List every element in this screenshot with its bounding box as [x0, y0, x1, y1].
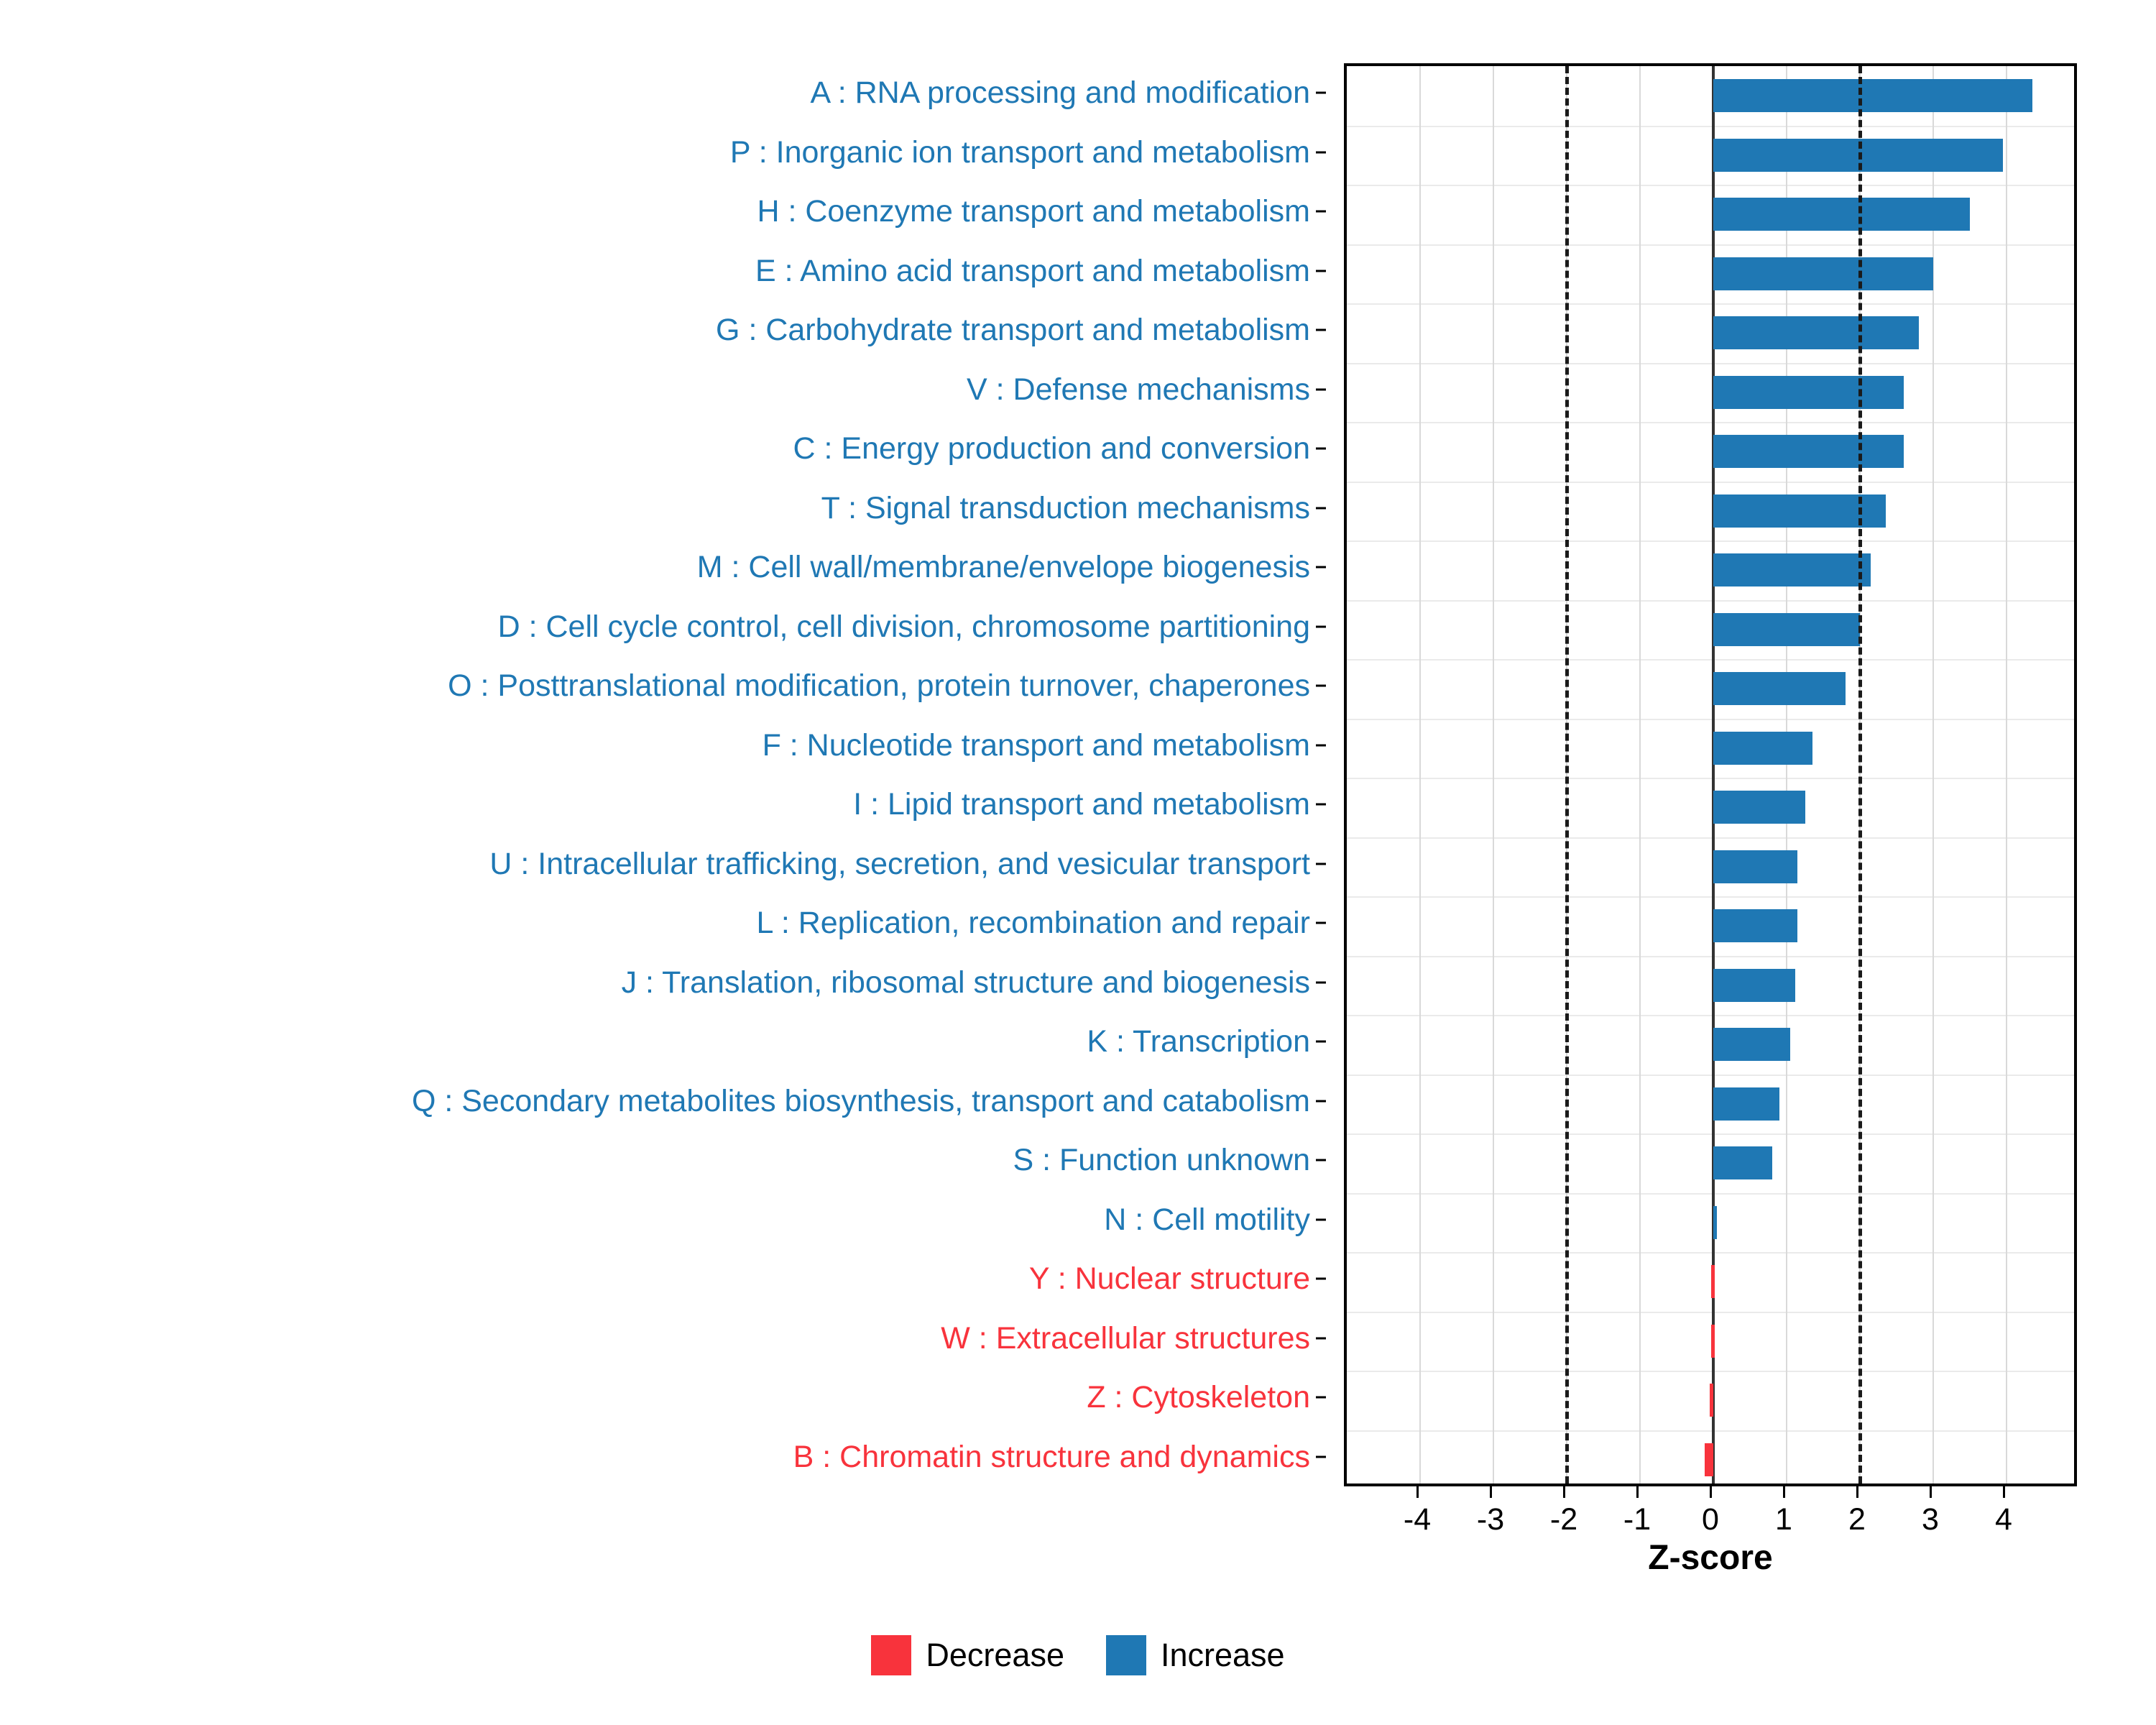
bar: [1713, 79, 2032, 112]
category-label: L : Replication, recombination and repair: [756, 906, 1310, 941]
plot-panel: [1344, 63, 2077, 1486]
y-axis-tick: [1316, 625, 1326, 627]
gridline-horizontal: [1347, 1133, 2074, 1135]
bar: [1713, 1087, 1779, 1121]
category-label: N : Cell motility: [1104, 1202, 1310, 1237]
x-axis-tick: [1416, 1486, 1419, 1498]
category-label: S : Function unknown: [1013, 1143, 1310, 1178]
y-axis-tick: [1316, 507, 1326, 509]
bar: [1713, 316, 1919, 349]
legend-swatch: [871, 1635, 911, 1675]
bar: [1713, 1206, 1717, 1239]
x-axis-tick-label: -2: [1549, 1502, 1578, 1537]
category-label: D : Cell cycle control, cell division, chromosome partitioning: [497, 609, 1310, 644]
bar: [1713, 198, 1970, 231]
gridline-vertical: [2006, 66, 2007, 1484]
y-axis-tick: [1316, 804, 1326, 806]
category-label: M : Cell wall/membrane/envelope biogenesis: [696, 550, 1310, 585]
x-axis-tick: [1563, 1486, 1565, 1498]
y-axis-tick: [1316, 151, 1326, 153]
gridline-horizontal: [1347, 1371, 2074, 1372]
gridline-horizontal: [1347, 600, 2074, 602]
gridline-horizontal: [1347, 185, 2074, 186]
y-axis-tick: [1316, 1455, 1326, 1458]
x-axis-tick-label: -1: [1623, 1502, 1651, 1537]
gridline-horizontal: [1347, 1430, 2074, 1432]
bar: [1713, 1146, 1772, 1179]
category-label: G : Carbohydrate transport and metabolism: [716, 313, 1310, 348]
category-label: H : Coenzyme transport and metabolism: [757, 194, 1310, 229]
category-label: F : Nucleotide transport and metabolism: [762, 727, 1310, 763]
bar: [1710, 1384, 1713, 1417]
bar: [1713, 613, 1860, 646]
threshold-line: [1858, 66, 1862, 1484]
x-axis-tick-label: 4: [1995, 1502, 2012, 1537]
x-axis-tick: [1636, 1486, 1639, 1498]
legend: [0, 1635, 2156, 1675]
legend-item: [1106, 1635, 1285, 1675]
y-axis-tick: [1316, 566, 1326, 569]
y-axis-tick: [1316, 329, 1326, 331]
gridline-horizontal: [1347, 778, 2074, 779]
category-label: Z : Cytoskeleton: [1087, 1380, 1310, 1415]
y-axis-tick: [1316, 1041, 1326, 1043]
gridline-horizontal: [1347, 482, 2074, 483]
y-axis-tick: [1316, 211, 1326, 213]
bar: [1711, 1265, 1715, 1298]
category-label: Y : Nuclear structure: [1028, 1261, 1310, 1297]
y-axis-tick: [1316, 448, 1326, 450]
bar: [1705, 1443, 1713, 1476]
y-axis-tick: [1316, 1100, 1326, 1102]
gridline-horizontal: [1347, 837, 2074, 839]
category-label: E : Amino acid transport and metabolism: [755, 253, 1310, 288]
x-axis-tick: [2003, 1486, 2005, 1498]
gridline-horizontal: [1347, 719, 2074, 720]
threshold-line: [1565, 66, 1569, 1484]
bar: [1713, 376, 1904, 409]
legend-label: Increase: [1160, 1637, 1285, 1673]
legend-item: [871, 1635, 1064, 1675]
x-axis-tick-label: -4: [1403, 1502, 1432, 1537]
bar: [1711, 1325, 1715, 1358]
gridline-horizontal: [1347, 126, 2074, 127]
x-axis-tick-label: 1: [1775, 1502, 1792, 1537]
category-label: C : Energy production and conversion: [793, 431, 1310, 466]
gridline-vertical: [1639, 66, 1641, 1484]
bar: [1713, 732, 1812, 765]
gridline-horizontal: [1347, 540, 2074, 542]
y-axis-tick: [1316, 862, 1326, 865]
gridline-horizontal: [1347, 422, 2074, 423]
gridline-vertical: [1419, 66, 1421, 1484]
bar: [1713, 435, 1904, 468]
gridline-horizontal: [1347, 363, 2074, 364]
bar: [1713, 553, 1871, 586]
gridline-horizontal: [1347, 1312, 2074, 1313]
x-axis-tick-label: 3: [1922, 1502, 1939, 1537]
category-label: W : Extracellular structures: [941, 1320, 1310, 1356]
gridline-horizontal: [1347, 659, 2074, 661]
gridline-horizontal: [1347, 896, 2074, 898]
y-axis-tick: [1316, 1397, 1326, 1399]
y-axis-tick: [1316, 1159, 1326, 1162]
category-label: I : Lipid transport and metabolism: [853, 787, 1310, 822]
category-label: O : Posttranslational modification, protein turnover, chaperones: [448, 668, 1310, 704]
y-axis-tick: [1316, 685, 1326, 687]
bar: [1713, 672, 1846, 705]
category-label: P : Inorganic ion transport and metabolism: [729, 134, 1310, 170]
category-label: V : Defense mechanisms: [967, 372, 1310, 407]
category-label: A : RNA processing and modification: [810, 75, 1310, 111]
y-axis-tick: [1316, 1337, 1326, 1339]
category-label: J : Translation, ribosomal structure and biogenesis: [621, 965, 1310, 1000]
y-axis-tick: [1316, 922, 1326, 924]
category-label: Q : Secondary metabolites biosynthesis, transport and catabolism: [411, 1083, 1310, 1118]
y-axis-tick: [1316, 388, 1326, 390]
y-axis-tick: [1316, 1218, 1326, 1220]
y-axis-tick: [1316, 744, 1326, 746]
bar: [1713, 850, 1797, 883]
category-label: U : Intracellular trafficking, secretion, and vesicular transport: [489, 846, 1310, 881]
bar: [1713, 257, 1933, 290]
x-axis-tick-label: 2: [1848, 1502, 1866, 1537]
legend-swatch: [1106, 1635, 1146, 1675]
y-axis-tick: [1316, 270, 1326, 272]
x-axis-tick: [1930, 1486, 1932, 1498]
gridline-horizontal: [1347, 1075, 2074, 1076]
gridline-horizontal: [1347, 244, 2074, 246]
category-label: K : Transcription: [1087, 1024, 1310, 1059]
gridline-horizontal: [1347, 303, 2074, 305]
bar: [1713, 969, 1795, 1002]
category-label: T : Signal transduction mechanisms: [821, 490, 1310, 525]
y-axis-tick: [1316, 981, 1326, 983]
category-label: B : Chromatin structure and dynamics: [793, 1439, 1310, 1474]
x-axis-tick-label: -3: [1476, 1502, 1505, 1537]
gridline-horizontal: [1347, 956, 2074, 957]
gridline-vertical: [1493, 66, 1494, 1484]
y-axis-tick: [1316, 92, 1326, 94]
category-label-column: [0, 63, 1326, 1486]
x-axis-tick-label: 0: [1702, 1502, 1719, 1537]
bar: [1713, 909, 1797, 942]
x-axis-tick: [1783, 1486, 1785, 1498]
x-axis-tick: [1856, 1486, 1858, 1498]
y-axis-tick: [1316, 1278, 1326, 1280]
legend-label: Decrease: [926, 1637, 1064, 1673]
x-axis-tick: [1490, 1486, 1492, 1498]
gridline-horizontal: [1347, 1015, 2074, 1016]
x-axis-tick: [1710, 1486, 1712, 1498]
x-axis-title: Z-score: [1648, 1539, 1773, 1577]
bar: [1713, 1028, 1790, 1061]
gridline-horizontal: [1347, 1193, 2074, 1195]
gridline-horizontal: [1347, 1252, 2074, 1254]
bar: [1713, 791, 1805, 824]
